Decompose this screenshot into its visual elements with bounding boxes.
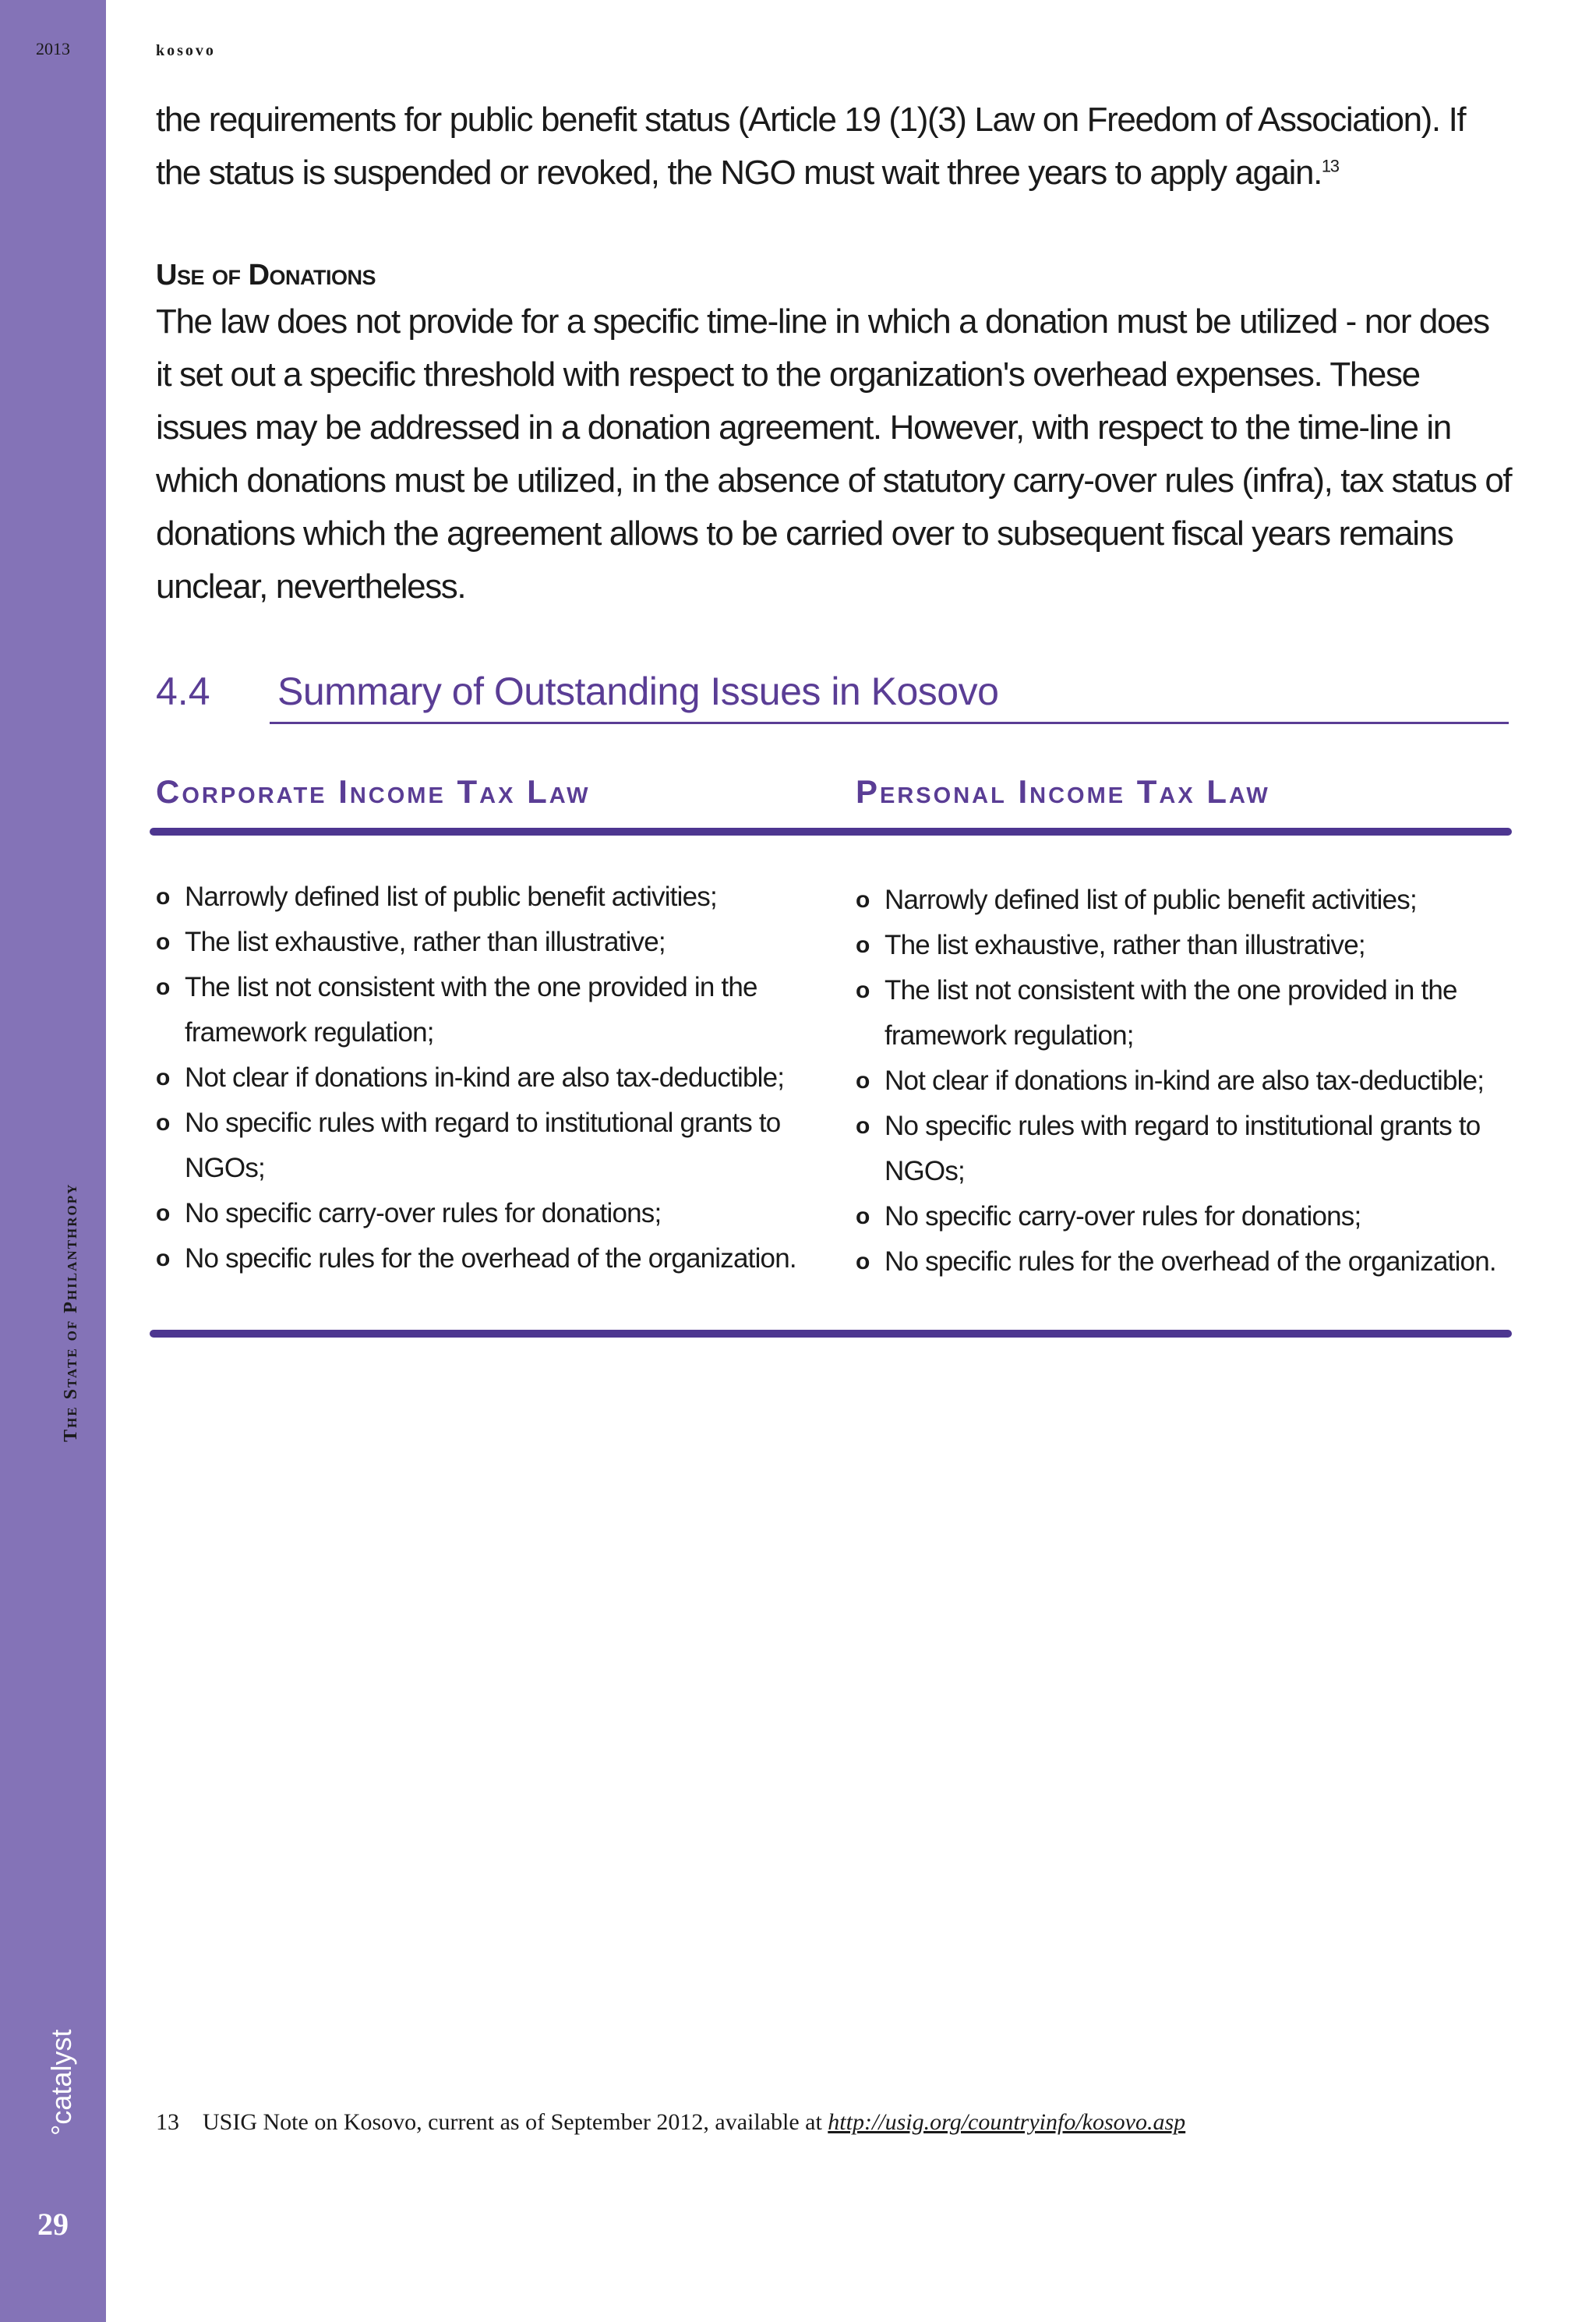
bullet-icon: o	[856, 1113, 870, 1139]
table-bottom-rule	[150, 1330, 1512, 1338]
footnote	[156, 2109, 1185, 2136]
section-underline	[270, 722, 1509, 724]
use-of-donations-paragraph: The law does not provide for a specific time-line in which a donation must be utilized - nor does it set out a specific threshold with respect to the organization's overhead expenses. These issues may be addressed in a donation agreement. However, with respect to the time-line in which donations must be utilized, in the absence of statutory carry-over rules (infra), tax status of donations which the agreement allows to be carried over to subsequent fiscal years remains unclear, nevertheless.	[156, 302, 1512, 606]
list-item: o No specific rules with regard to institutional grants to NGOs;	[856, 1104, 1541, 1194]
sidebar	[0, 0, 106, 2322]
section-number: 4.4	[156, 670, 210, 713]
bullet-icon: o	[856, 887, 870, 913]
bullet-icon: o	[156, 974, 170, 1000]
list-item: o The list not consistent with the one provided in the framework regulation;	[856, 968, 1541, 1059]
footnote-text: USIG Note on Kosovo, current as of September 2012, available at	[203, 2109, 822, 2135]
bullet-icon: o	[156, 1110, 170, 1136]
list-item: o The list exhaustive, rather than illustrative;	[156, 920, 842, 965]
personal-tax-list	[856, 878, 1541, 1285]
list-item: o No specific rules for the overhead of the organization.	[856, 1239, 1541, 1285]
running-head: kosovo	[156, 42, 216, 59]
intro-block	[156, 94, 1512, 200]
list-item: o The list not consistent with the one provided in the framework regulation;	[156, 965, 842, 1055]
personal-tax-heading: Personal Income Tax Law	[856, 773, 1270, 810]
bullet-icon: o	[856, 977, 870, 1003]
corporate-tax-heading: Corporate Income Tax Law	[156, 773, 591, 810]
table-top-rule	[150, 828, 1512, 836]
bullet-icon: o	[856, 1249, 870, 1274]
footnote-ref: 13	[1321, 156, 1339, 176]
section-title: Summary of Outstanding Issues in Kosovo	[277, 670, 999, 713]
publication-title: The State of Philanthropy	[61, 1182, 81, 1442]
year-label: 2013	[36, 39, 70, 58]
list-item: o No specific rules for the overhead of the organization.	[156, 1236, 842, 1281]
footnote-number: 13	[156, 2109, 179, 2135]
catalyst-logo: °catalyst	[45, 2029, 77, 2136]
bullet-icon: o	[856, 1068, 870, 1094]
use-of-donations-block	[156, 259, 1512, 613]
list-item: o No specific carry-over rules for donations;	[156, 1191, 842, 1236]
list-item: o The list exhaustive, rather than illustrative;	[856, 923, 1541, 968]
use-of-donations-heading: Use of Donations	[156, 259, 376, 292]
list-item: o Not clear if donations in-kind are also tax-deductible;	[156, 1055, 842, 1101]
list-item: o No specific carry-over rules for donations;	[856, 1194, 1541, 1239]
bullet-icon: o	[156, 1200, 170, 1226]
list-item: o No specific rules with regard to institutional grants to NGOs;	[156, 1101, 842, 1191]
intro-text: the requirements for public benefit status (Article 19 (1)(3) Law on Freedom of Association). If the status is suspended or revoked, the NGO must wait three years to apply again.	[156, 101, 1466, 192]
list-item: o Not clear if donations in-kind are also tax-deductible;	[856, 1059, 1541, 1104]
list-item: o Narrowly defined list of public benefit activities;	[156, 875, 842, 920]
bullet-icon: o	[156, 929, 170, 955]
intro-paragraph	[156, 94, 1512, 200]
section-heading	[156, 669, 1509, 726]
list-item: o Narrowly defined list of public benefit activities;	[856, 878, 1541, 923]
bullet-icon: o	[156, 884, 170, 910]
footnote-link[interactable]: http://usig.org/countryinfo/kosovo.asp	[828, 2109, 1186, 2135]
bullet-icon: o	[856, 1203, 870, 1229]
bullet-icon: o	[156, 1065, 170, 1090]
bullet-icon: o	[856, 932, 870, 958]
bullet-icon: o	[156, 1246, 170, 1271]
corporate-tax-list	[156, 875, 842, 1281]
page-number: 29	[37, 2207, 69, 2242]
